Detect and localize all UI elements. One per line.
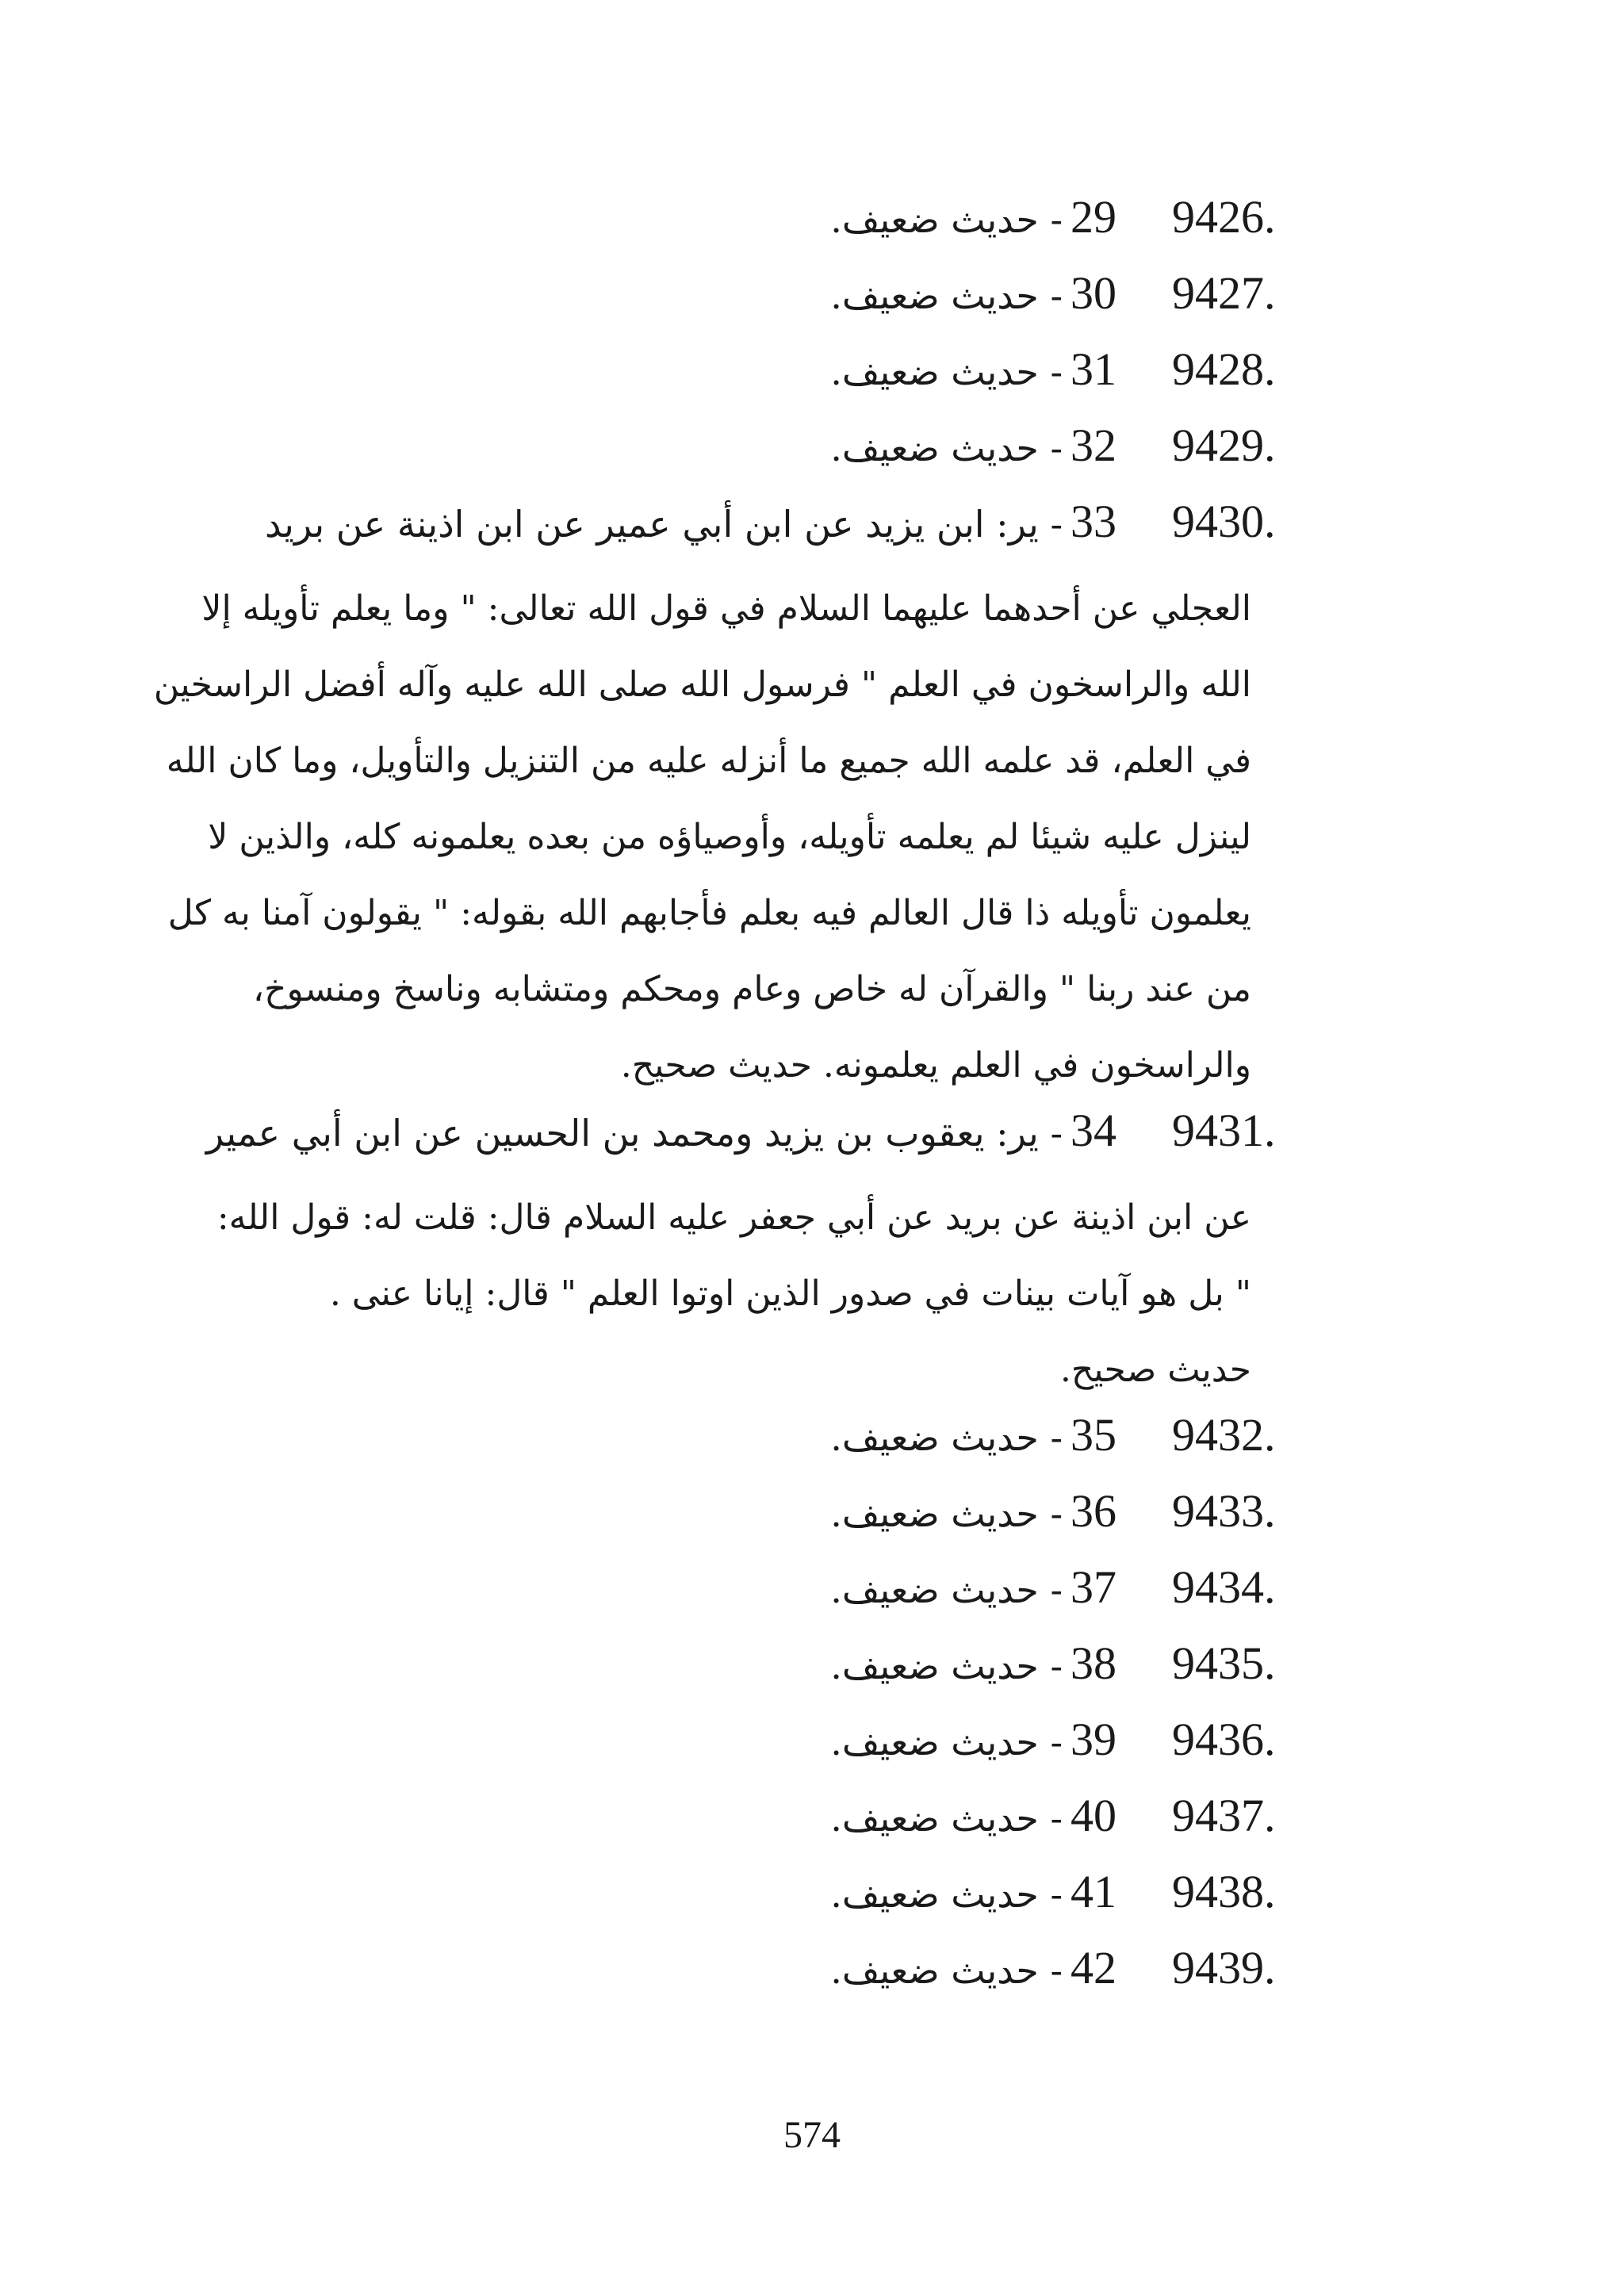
entry-text: - حديث ضعيف. xyxy=(830,1797,1063,1840)
entry-text: - حديث ضعيف. xyxy=(830,274,1063,317)
text-line: لينزل عليه شيئا لم يعلمه تأويله، وأوصياؤه من بعده يعلمونه كله، والذين لا xyxy=(208,817,1251,857)
entry-9432 xyxy=(284,1408,1291,1484)
entry-line xyxy=(284,1789,1291,1865)
entry-number: 9428. xyxy=(1172,343,1276,395)
entry-text: - ير: يعقوب بن يزيد ومحمد بن الحسين عن ابن أبي عمير xyxy=(205,1112,1063,1155)
entry-text: - حديث ضعيف. xyxy=(830,1416,1063,1459)
entry-9439 xyxy=(284,1941,1291,2017)
hadith-number: 29 xyxy=(1071,191,1116,243)
entry-number: 9433. xyxy=(1172,1485,1276,1537)
text-line: حديث صحيح. xyxy=(1059,1350,1251,1390)
hadith-number: 31 xyxy=(1071,343,1116,395)
entry-line xyxy=(284,1408,1291,1484)
text-line: في العلم، قد علمه الله جميع ما أنزله عليه من التنزيل والتأويل، وما كان الله xyxy=(166,741,1251,781)
entry-line xyxy=(284,1941,1291,2017)
entry-line xyxy=(284,1561,1291,1637)
hadith-number: 34 xyxy=(1071,1105,1116,1156)
hadith-number: 39 xyxy=(1071,1714,1116,1765)
entry-text: - حديث ضعيف. xyxy=(830,1949,1063,1992)
entry-number: 9437. xyxy=(1172,1790,1276,1841)
entry-text: - حديث ضعيف. xyxy=(830,350,1063,393)
entry-number: 9438. xyxy=(1172,1866,1276,1917)
entry-9437 xyxy=(284,1789,1291,1865)
hadith-number: 33 xyxy=(1071,496,1116,547)
entry-line xyxy=(284,419,1291,495)
entry-9427 xyxy=(284,266,1291,343)
text-line: " بل هو آيات بينات في صدور الذين اوتوا العلم " قال: إيانا عنى . xyxy=(329,1273,1251,1314)
entry-9430 xyxy=(197,495,1291,571)
hadith-number: 36 xyxy=(1071,1485,1116,1537)
hadith-number: 35 xyxy=(1071,1409,1116,1461)
hadith-number: 41 xyxy=(1071,1866,1116,1917)
entry-text: - حديث ضعيف. xyxy=(830,1873,1063,1916)
entry-9431-body xyxy=(216,1180,1251,1408)
entry-text: - حديث ضعيف. xyxy=(830,1492,1063,1535)
entry-9431 xyxy=(197,1104,1291,1180)
entry-number: 9432. xyxy=(1172,1409,1276,1461)
entry-line xyxy=(284,266,1291,343)
text-line: يعلمون تأويله ذا قال العالم فيه بعلم فأجابهم الله بقوله: " يقولون آمنا به كل xyxy=(167,893,1251,933)
entry-line xyxy=(197,1104,1291,1180)
entry-line xyxy=(284,190,1291,266)
text-line: عن ابن اذينة عن بريد عن أبي جعفر عليه السلام قال: قلت له: قول الله: xyxy=(216,1197,1251,1238)
entry-line xyxy=(197,495,1291,571)
page-number: 574 xyxy=(783,2114,841,2156)
entry-number: 9436. xyxy=(1172,1714,1276,1765)
entry-9428 xyxy=(284,343,1291,419)
entry-9430-body xyxy=(153,571,1251,1104)
entry-line xyxy=(284,1713,1291,1789)
text-line: من عند ربنا " والقرآن له خاص وعام ومحكم ومتشابه وناسخ ومنسوخ، xyxy=(252,969,1251,1009)
entry-line xyxy=(284,1637,1291,1713)
hadith-number: 40 xyxy=(1071,1790,1116,1841)
entry-line xyxy=(284,1484,1291,1561)
entry-number: 9435. xyxy=(1172,1637,1276,1689)
hadith-number: 42 xyxy=(1071,1942,1116,1993)
hadith-number: 32 xyxy=(1071,419,1116,471)
entry-text: - حديث ضعيف. xyxy=(830,198,1063,241)
entry-9435 xyxy=(284,1637,1291,1713)
entry-9433 xyxy=(284,1484,1291,1561)
entry-number: 9430. xyxy=(1172,496,1276,547)
entry-number: 9427. xyxy=(1172,267,1276,319)
entry-text: - حديث ضعيف. xyxy=(830,427,1063,469)
entry-line xyxy=(284,1865,1291,1941)
entry-9434 xyxy=(284,1561,1291,1637)
hadith-number: 38 xyxy=(1071,1637,1116,1689)
entry-text: - ير: ابن يزيد عن ابن أبي عمير عن ابن اذينة عن بريد xyxy=(265,503,1063,546)
text-line: الله والراسخون في العلم " فرسول الله صلى الله عليه وآله أفضل الراسخين xyxy=(153,664,1251,705)
entry-9429 xyxy=(284,419,1291,495)
entry-number: 9431. xyxy=(1172,1105,1276,1156)
text-line: العجلي عن أحدهما عليهما السلام في قول الله تعالى: " وما يعلم تأويله إلا xyxy=(201,588,1251,629)
hadith-number: 30 xyxy=(1071,267,1116,319)
entry-number: 9429. xyxy=(1172,419,1276,471)
entry-9438 xyxy=(284,1865,1291,1941)
entry-9426 xyxy=(284,190,1291,266)
entry-9436 xyxy=(284,1713,1291,1789)
hadith-number: 37 xyxy=(1071,1561,1116,1613)
entry-number: 9426. xyxy=(1172,191,1276,243)
entry-line xyxy=(284,343,1291,419)
text-line: والراسخون في العلم يعلمونه. حديث صحيح. xyxy=(620,1045,1251,1086)
entry-number: 9434. xyxy=(1172,1561,1276,1613)
entry-text: - حديث ضعيف. xyxy=(830,1568,1063,1611)
entry-number: 9439. xyxy=(1172,1942,1276,1993)
entry-text: - حديث ضعيف. xyxy=(830,1645,1063,1687)
entry-text: - حديث ضعيف. xyxy=(830,1721,1063,1764)
